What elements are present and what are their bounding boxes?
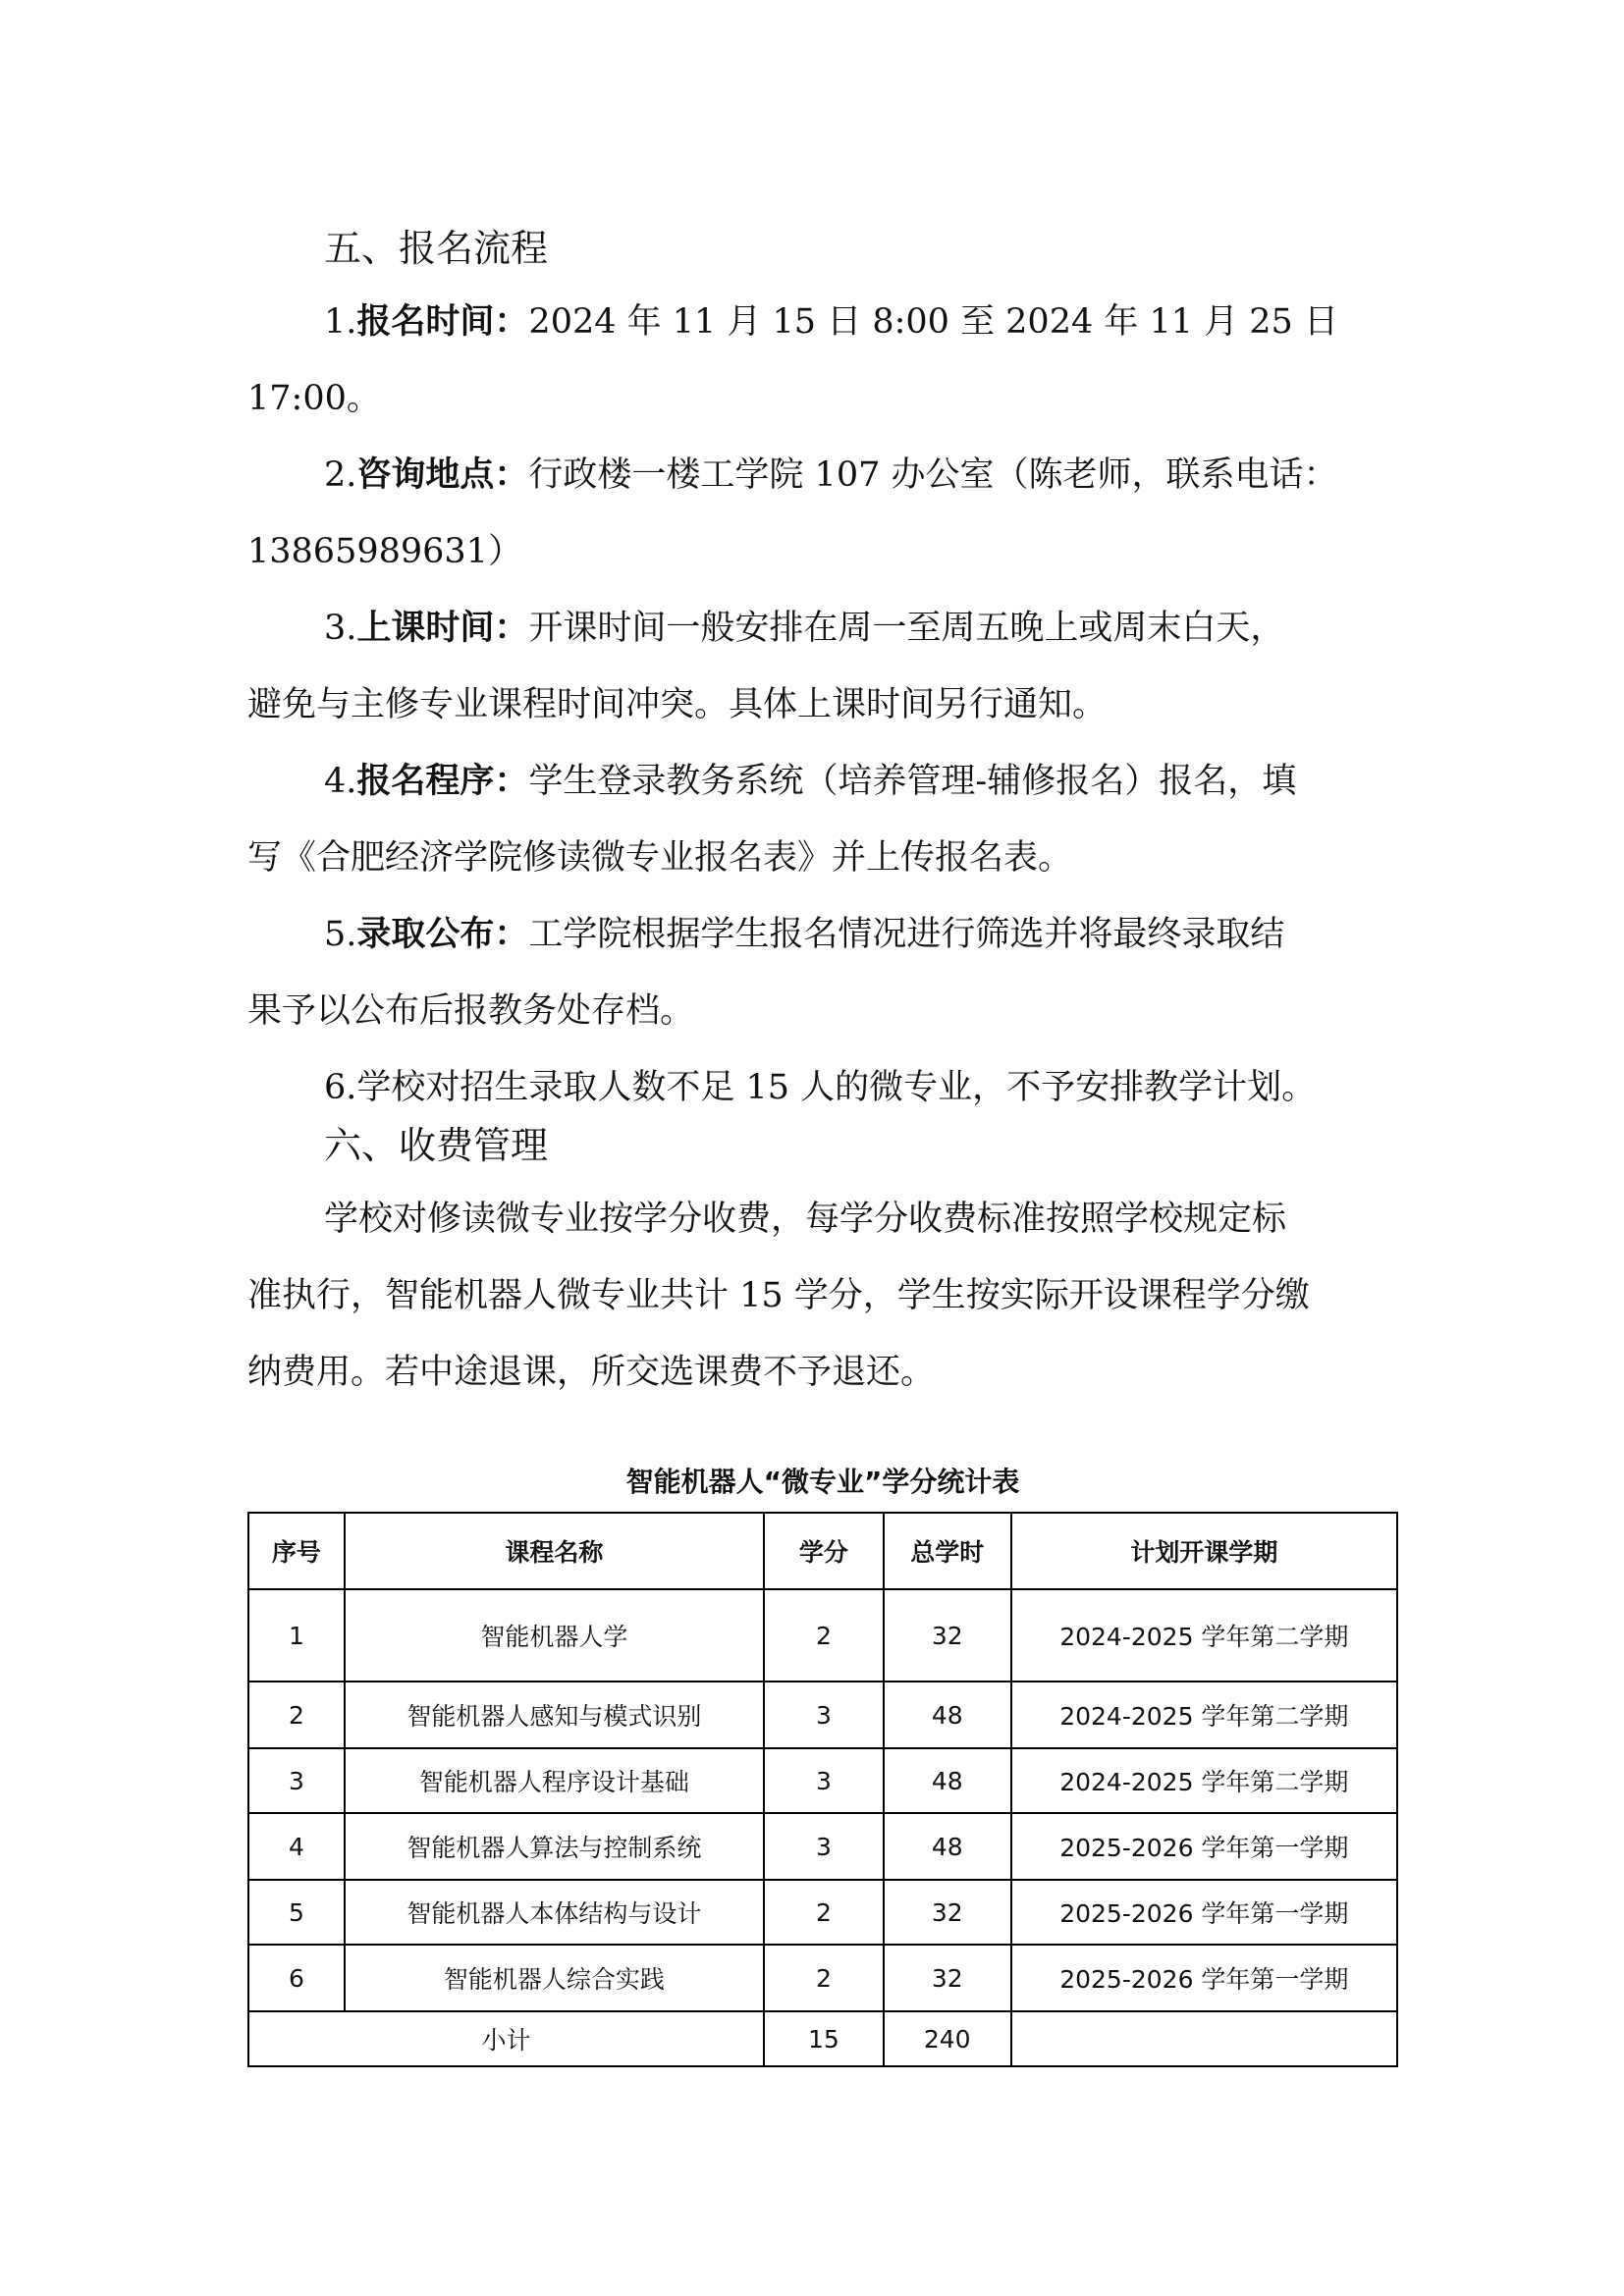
cell-credits: 2: [764, 1945, 884, 2011]
item-minimum-enrollment: 6.学校对招生录取人数不足 15 人的微专业，不予安排教学计划。: [324, 1068, 1317, 1107]
cell-credits: 2: [764, 1589, 884, 1682]
cell-credits: 3: [764, 1682, 884, 1748]
item-label: 录取公布：: [356, 915, 529, 954]
table-row: [248, 1682, 1397, 1748]
cell-course-name: 智能机器人感知与模式识别: [345, 1682, 764, 1748]
cell-course-name: 智能机器人算法与控制系统: [345, 1813, 764, 1880]
section-heading-registration: 五、报名流程: [324, 227, 549, 270]
item-label: 上课时间：: [356, 609, 529, 648]
cell-subtotal-hours: 240: [884, 2011, 1011, 2066]
item-text-continued: 果予以公布后报教务处存档。: [247, 991, 695, 1031]
item-consult-location: [324, 448, 1337, 497]
item-text-continued: 13865989631）: [247, 532, 522, 571]
cell-course-name: 智能机器人程序设计基础: [345, 1748, 764, 1813]
cell-term: 2024-2025 学年第二学期: [1011, 1682, 1397, 1748]
cell-hours: 32: [884, 1945, 1011, 2011]
table-subtotal-row: [248, 2011, 1397, 2066]
fees-paragraph-line: 准执行，智能机器人微专业共计 15 学分，学生按实际开设课程学分缴: [247, 1276, 1310, 1315]
item-label: 咨询地点：: [356, 455, 529, 495]
fees-paragraph-line: 学校对修读微专业按学分收费，每学分收费标准按照学校规定标: [324, 1200, 1287, 1239]
item-label: 报名程序：: [356, 762, 529, 801]
table-row: [248, 1880, 1397, 1945]
item-text: 2024 年 11 月 15 日 8:00 至 2024 年 11 月 25 日: [528, 302, 1338, 342]
cell-hours: 48: [884, 1748, 1011, 1813]
cell-term: 2025-2026 学年第一学期: [1011, 1880, 1397, 1945]
item-text: 学生登录教务系统（培养管理-辅修报名）报名，填: [528, 762, 1297, 801]
cell-course-name: 智能机器人本体结构与设计: [345, 1880, 764, 1945]
cell-term: 2025-2026 学年第一学期: [1011, 1945, 1397, 2011]
header-total-hours: 总学时: [884, 1513, 1011, 1589]
cell-term: 2024-2025 学年第二学期: [1011, 1589, 1397, 1682]
header-no: 序号: [248, 1513, 345, 1589]
cell-hours: 32: [884, 1589, 1011, 1682]
table-row: [248, 1945, 1397, 2011]
item-class-time: [324, 601, 1284, 650]
table-row: [248, 1813, 1397, 1880]
table-header-row: [248, 1513, 1397, 1589]
cell-course-name: 智能机器人综合实践: [345, 1945, 764, 2011]
table-title: 智能机器人“微专业”学分统计表: [625, 1466, 1020, 1498]
cell-subtotal-term: [1011, 2011, 1397, 2066]
header-course-name: 课程名称: [345, 1513, 764, 1589]
table-row: [248, 1589, 1397, 1682]
cell-credits: 3: [764, 1813, 884, 1880]
header-credits: 学分: [764, 1513, 884, 1589]
item-text: 行政楼一楼工学院 107 办公室（陈老师，联系电话：: [528, 455, 1338, 495]
credit-table: [247, 1512, 1398, 2067]
item-label: 报名时间：: [356, 302, 529, 342]
cell-no: 2: [248, 1682, 345, 1748]
item-text-continued: 17:00。: [247, 379, 381, 418]
cell-hours: 48: [884, 1682, 1011, 1748]
cell-hours: 48: [884, 1813, 1011, 1880]
cell-no: 5: [248, 1880, 345, 1945]
item-text: 工学院根据学生报名情况进行筛选并将最终录取结: [528, 915, 1285, 954]
header-planned-term: 计划开课学期: [1011, 1513, 1397, 1589]
cell-subtotal-credits: 15: [764, 2011, 884, 2066]
item-number: 4.: [324, 762, 357, 801]
cell-no: 6: [248, 1945, 345, 2011]
cell-term: 2024-2025 学年第二学期: [1011, 1748, 1397, 1813]
fees-paragraph-line: 纳费用。若中途退课，所交选课费不予退还。: [247, 1353, 936, 1392]
item-text: 开课时间一般安排在周一至周五晚上或周末白天，: [528, 609, 1285, 648]
table-row: [248, 1748, 1397, 1813]
cell-no: 1: [248, 1589, 345, 1682]
cell-subtotal-label: 小计: [248, 2011, 764, 2066]
cell-course-name: 智能机器人学: [345, 1589, 764, 1682]
cell-credits: 3: [764, 1748, 884, 1813]
item-registration-procedure: [324, 754, 1296, 803]
cell-term: 2025-2026 学年第一学期: [1011, 1813, 1397, 1880]
section-heading-fees: 六、收费管理: [324, 1124, 549, 1167]
item-registration-time: [324, 294, 1338, 344]
cell-hours: 32: [884, 1880, 1011, 1945]
cell-no: 4: [248, 1813, 345, 1880]
item-number: 3.: [324, 609, 357, 648]
item-number: 2.: [324, 455, 357, 495]
cell-no: 3: [248, 1748, 345, 1813]
cell-credits: 2: [764, 1880, 884, 1945]
item-number: 5.: [324, 915, 357, 954]
item-text-continued: 写《合肥经济学院修读微专业报名表》并上传报名表。: [247, 838, 1073, 878]
item-number: 1.: [324, 302, 357, 342]
item-text-continued: 避免与主修专业课程时间冲突。具体上课时间另行通知。: [247, 685, 1108, 724]
item-admission-announcement: [324, 907, 1284, 956]
